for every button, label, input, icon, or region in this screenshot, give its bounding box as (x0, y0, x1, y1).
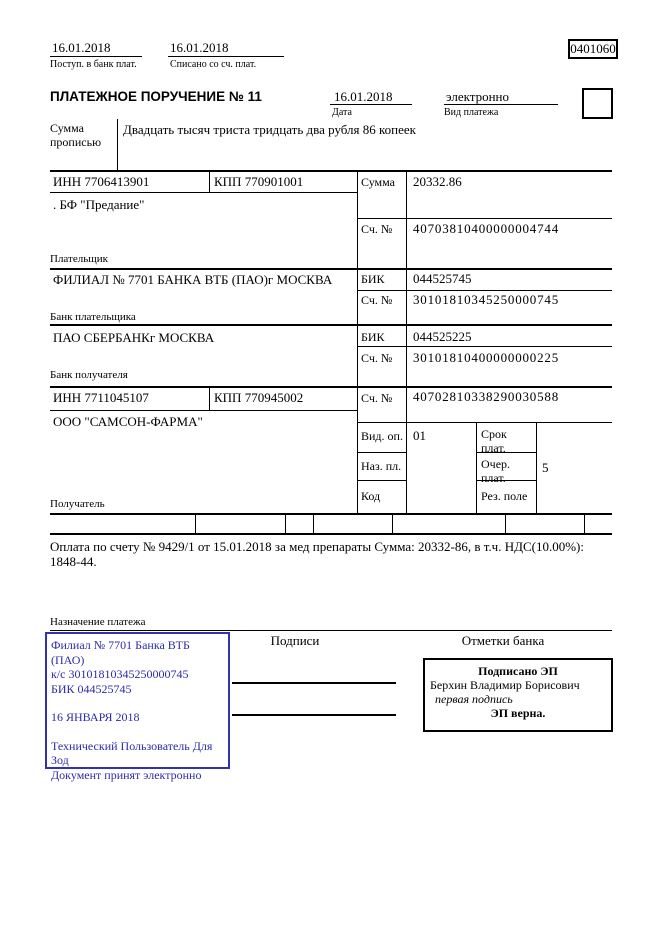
payer-bank-name: ФИЛИАЛ № 7701 БАНКА ВТБ (ПАО)г МОСКВА (53, 272, 333, 287)
payer-bank-account-label: Сч. № (361, 293, 393, 307)
payment-kind-value: электронно (446, 89, 510, 104)
code-label: Код (361, 489, 381, 503)
payment-kind-label: Вид платежа (444, 107, 499, 118)
ep-title: Подписано ЭП (478, 664, 558, 678)
grid-line (50, 192, 357, 193)
document-title: ПЛАТЕЖНОЕ ПОРУЧЕНИЕ № 11 (50, 89, 262, 104)
payer-bank-bik-label: БИК (361, 272, 385, 286)
received-date: 16.01.2018 (52, 40, 111, 55)
debited-date: 16.01.2018 (170, 40, 229, 55)
ep-signer-name: Берхин Владимир Борисович (430, 678, 580, 692)
grid-line (50, 533, 612, 535)
amount-words-value: Двадцать тысяч триста тридцать два рубля 86 копеек (123, 122, 416, 137)
payee-label: Получатель (50, 498, 105, 510)
payer-label: Плательщик (50, 253, 108, 265)
stamp-bank-name: Филиал № 7701 Банка ВТБ (ПАО) (51, 638, 190, 667)
payer-bank-label: Банк плательщика (50, 311, 136, 323)
payee-bank-label: Банк получателя (50, 369, 128, 381)
status-box (582, 88, 613, 119)
grid-line (406, 170, 407, 513)
payee-account-value: 40702810338290030588 (413, 389, 559, 404)
grid-line (50, 630, 612, 631)
grid-line (209, 386, 210, 410)
grid-line (536, 422, 537, 513)
term-label: Срок плат. (481, 427, 507, 455)
grid-line (357, 290, 612, 291)
payee-bank-name: ПАО СБЕРБАНКг МОСКВА (53, 330, 215, 345)
purpose-text: Оплата по счету № 9429/1 от 15.01.2018 за мед препараты Сумма: 20332-86, в т.ч. НДС(10.00%): 1848-44. (50, 539, 584, 569)
sum-label: Сумма (361, 175, 395, 189)
payee-bank-account-label: Сч. № (361, 351, 393, 365)
stamp-corr-account: к/с 30101810345250000745 (51, 667, 189, 681)
payee-account-label: Сч. № (361, 391, 393, 405)
ep-verified: ЭП верна. (490, 706, 546, 720)
stamp-bik: БИК 044525745 (51, 681, 132, 696)
payer-inn: ИНН 7706413901 (53, 174, 150, 189)
payee-bank-bik-label: БИК (361, 330, 385, 344)
signatures-heading: Подписи (270, 633, 320, 648)
reserve-label: Рез. поле (481, 489, 528, 503)
grid-line (50, 324, 612, 326)
grid-line (313, 513, 314, 533)
payer-kpp: КПП 770901001 (214, 174, 304, 189)
grid-line (357, 480, 406, 481)
purpose-label: Назначение платежа (50, 616, 146, 628)
debited-date-label: Списано со сч. плат. (170, 59, 257, 70)
received-date-label: Поступ. в банк плат. (50, 59, 137, 70)
spacer (51, 725, 225, 739)
ep-signature-kind: первая подпись (435, 692, 513, 706)
order-label: Очер. плат. (481, 457, 511, 485)
divider (444, 104, 558, 105)
grid-line (392, 513, 393, 533)
payer-bank-bik-value: 044525745 (413, 271, 472, 286)
payee-inn: ИНН 7711045107 (53, 390, 149, 405)
grid-line (357, 422, 612, 423)
grid-line (50, 268, 612, 270)
grid-line (584, 513, 585, 533)
electronic-signature-stamp (423, 658, 613, 732)
grid-line (209, 170, 210, 192)
grid-line (50, 513, 612, 515)
grid-line (195, 513, 196, 533)
stamp-accepted: Документ принят электронно (51, 767, 202, 782)
spacer (51, 696, 225, 710)
grid-line (357, 346, 612, 347)
grid-line (50, 170, 612, 172)
grid-line (50, 410, 357, 411)
op-type-label: Вид. оп. (361, 429, 403, 443)
grid-line (505, 513, 506, 533)
op-type-value: 01 (413, 428, 426, 443)
grid-line (476, 422, 477, 513)
payer-account-label: Сч. № (361, 222, 393, 236)
amount-words-label: Сумма прописью (50, 121, 102, 149)
sum-value: 20332.86 (413, 174, 462, 189)
grid-line (285, 513, 286, 533)
order-value: 5 (542, 460, 549, 475)
payer-bank-account-value: 30101810345250000745 (413, 292, 559, 307)
payee-kpp: КПП 770945002 (214, 390, 304, 405)
payee-name: ООО "САМСОН-ФАРМА" (53, 414, 203, 429)
signature-line (232, 714, 396, 716)
grid-line (357, 170, 358, 513)
bank-stamp (45, 632, 230, 782)
grid-line (357, 452, 406, 453)
stamp-date: 16 ЯНВАРЯ 2018 (51, 710, 140, 724)
form-code-box: 0401060 (568, 39, 618, 59)
payer-name: . БФ "Предание" (53, 197, 145, 212)
bank-marks-heading: Отметки банка (461, 633, 545, 648)
divider (168, 56, 284, 57)
divider (50, 56, 142, 57)
payee-bank-bik-value: 044525225 (413, 329, 472, 344)
payer-account-value: 40703810400000004744 (413, 221, 559, 236)
pay-purpose-label: Наз. пл. (361, 459, 402, 473)
grid-line (117, 119, 118, 170)
grid-line (357, 218, 612, 219)
divider (330, 104, 412, 105)
document-date: 16.01.2018 (334, 89, 393, 104)
date-label: Дата (332, 107, 352, 118)
stamp-user: Технический Пользователь Для Зод (51, 738, 213, 767)
grid-line (50, 386, 612, 388)
signature-line (232, 682, 396, 684)
payee-bank-account-value: 30101810400000000225 (413, 350, 559, 365)
